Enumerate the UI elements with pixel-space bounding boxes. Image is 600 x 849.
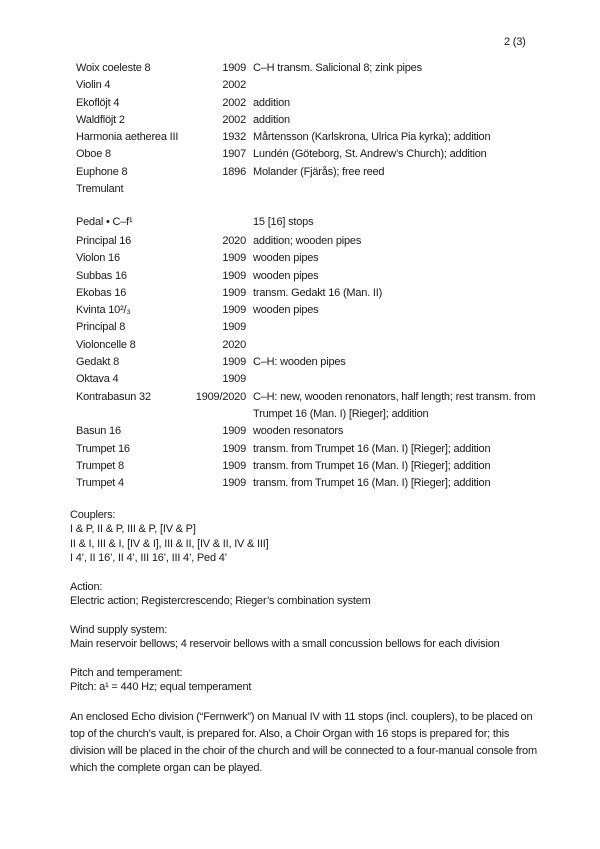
stop-name: Trumpet 4	[76, 477, 124, 490]
stop-comment: wooden pipes	[253, 252, 319, 265]
stop-row	[76, 389, 538, 424]
action-label: Action:	[70, 581, 103, 593]
stop-name: Oboe 8	[76, 148, 111, 161]
stop-comment: transm. from Trumpet 16 (Man. I) [Rieger]; addition	[253, 459, 491, 472]
couplers-label: Couplers:	[70, 509, 116, 521]
stop-name: Kvinta 10²/₃	[76, 304, 131, 317]
stop-year: 2002	[222, 113, 246, 126]
wind-supply-label: Wind supply system:	[70, 624, 168, 636]
pedal-title: Pedal • C–f¹	[76, 216, 133, 228]
stop-comment: addition	[253, 113, 290, 126]
stop-year: 1909	[222, 442, 246, 455]
stop-comment: addition	[253, 96, 290, 109]
stop-name: Principal 8	[76, 321, 126, 334]
stop-row	[76, 77, 538, 94]
stop-row	[76, 112, 538, 129]
couplers-line-intermanual: II & I, III & I, [IV & I], III & II, [IV & II, IV & III]	[70, 537, 269, 550]
stop-comment: wooden pipes	[253, 304, 319, 317]
stop-row	[76, 60, 538, 77]
stop-comment: Molander (Fjärås); free reed	[253, 165, 385, 178]
stop-row	[76, 129, 538, 146]
stop-row	[76, 268, 538, 285]
stop-year: 1932	[222, 131, 246, 144]
stop-row	[76, 233, 538, 250]
stop-name: Trumpet 8	[76, 459, 124, 472]
pitch-label: Pitch and temperament:	[70, 667, 183, 679]
wind-supply-section	[70, 623, 500, 652]
stop-name: Kontrabasun 32	[76, 390, 151, 403]
stop-name: Subbas 16	[76, 269, 127, 282]
stop-name: Violin 4	[76, 79, 111, 92]
stop-row	[76, 285, 538, 302]
stop-comment: addition; wooden pipes	[253, 235, 362, 247]
stop-comment: transm. Gedakt 16 (Man. II)	[253, 286, 383, 299]
stop-row	[76, 423, 538, 440]
stop-row	[76, 146, 538, 163]
stop-comment: transm. from Trumpet 16 (Man. I) [Rieger]; addition	[253, 442, 491, 455]
stop-name: Ekoflöjt 4	[76, 96, 120, 109]
stop-comment: Mårtensson (Karlskrona, Ulrica Pia kyrka); addition	[253, 131, 491, 144]
wind-supply-text: Main reservoir bellows; 4 reservoir bellows with a small concussion bellows for each division	[70, 638, 500, 651]
stop-row	[76, 354, 538, 371]
stop-name: Waldflöjt 2	[76, 113, 125, 126]
pedal-stop-list	[76, 233, 538, 492]
stop-year: 1896	[222, 165, 246, 178]
stop-name: Euphone 8	[76, 165, 128, 178]
stop-year: 2020	[222, 338, 246, 351]
stop-comment: C–H: wooden pipes	[253, 356, 346, 369]
stop-year: 1909	[222, 269, 246, 282]
pedal-stop-count: 15 [16] stops	[253, 216, 314, 228]
stop-row	[76, 319, 538, 336]
manual-stop-list	[76, 60, 538, 198]
stop-year: 1909	[222, 304, 246, 317]
stop-year: 1909	[222, 252, 246, 265]
stop-name: Oktava 4	[76, 373, 119, 386]
stop-year: 1909	[222, 356, 246, 369]
stop-name: Basun 16	[76, 425, 121, 438]
couplers-line-octave: I 4’, II 16’, II 4’, III 16’, III 4’, Ped 4’	[70, 552, 227, 565]
action-text: Electric action; Registercrescendo; Rieger’s combination system	[70, 595, 371, 608]
stop-comment: C–H transm. Salicional 8; zink pipes	[253, 62, 422, 74]
couplers-section	[70, 508, 268, 566]
stop-name: Violon 16	[76, 252, 120, 265]
stop-year: 1909	[222, 459, 246, 472]
stop-comment: transm. from Trumpet 16 (Man. I) [Rieger]; addition	[253, 477, 491, 490]
stop-row	[76, 475, 538, 492]
stop-year: 1909	[222, 321, 246, 334]
stop-row	[76, 95, 538, 112]
stop-year: 1909	[222, 425, 246, 438]
stop-name: Gedakt 8	[76, 356, 120, 369]
stop-row	[76, 302, 538, 319]
pitch-text: Pitch: a¹ = 440 Hz; equal temperament	[70, 681, 252, 694]
pedal-section-header	[76, 214, 536, 231]
pitch-section	[70, 666, 251, 695]
couplers-line-manual-pedal: I & P, II & P, III & P, [IV & P]	[70, 523, 196, 536]
stop-year: 1909	[222, 373, 246, 386]
stop-year: 1909	[222, 477, 246, 490]
stop-name: Harmonia aetherea III	[76, 131, 179, 144]
stop-name: Ekobas 16	[76, 286, 127, 299]
stop-name: Violoncelle 8	[76, 338, 136, 351]
stop-name: Trumpet 16	[76, 442, 130, 455]
stop-name: Tremulant	[76, 183, 124, 196]
stop-row	[76, 337, 538, 354]
stop-row	[76, 441, 538, 458]
action-section	[70, 580, 371, 609]
stop-year: 1907	[222, 148, 246, 161]
stop-row	[76, 181, 538, 198]
page-number: 2 (3)	[504, 36, 526, 48]
closing-paragraph: An enclosed Echo division (“Fernwerk”) on Manual IV with 11 stops (incl. couplers), to be placed on top of the church’s vault, is prepared for. Also, a Choir Organ with 16 stops is prepared for; this division will be placed in the choir of the church and will be connected to a four-manual console from which the complete organ can be played.	[70, 711, 537, 774]
stop-comment: wooden pipes	[253, 269, 319, 282]
stop-year: 2020	[222, 235, 246, 247]
stop-comment: C–H: new, wooden renonators, half length; rest transm. from Trumpet 16 (Man. I) [Rieger]; addition	[253, 390, 536, 420]
stop-year: 1909	[222, 62, 246, 74]
stop-comment: wooden resonators	[253, 425, 344, 438]
stop-year: 2002	[222, 79, 246, 92]
stop-row	[76, 250, 538, 267]
stop-year: 2002	[222, 96, 246, 109]
stop-name: Woix coeleste 8	[76, 62, 151, 74]
stop-comment: Lundén (Göteborg, St. Andrew’s Church); addition	[253, 148, 487, 161]
stop-year: 1909/2020	[195, 390, 246, 403]
stop-year: 1909	[222, 286, 246, 299]
stop-row	[76, 458, 538, 475]
stop-name: Principal 16	[76, 235, 132, 247]
stop-row	[76, 371, 538, 388]
stop-row	[76, 164, 538, 181]
